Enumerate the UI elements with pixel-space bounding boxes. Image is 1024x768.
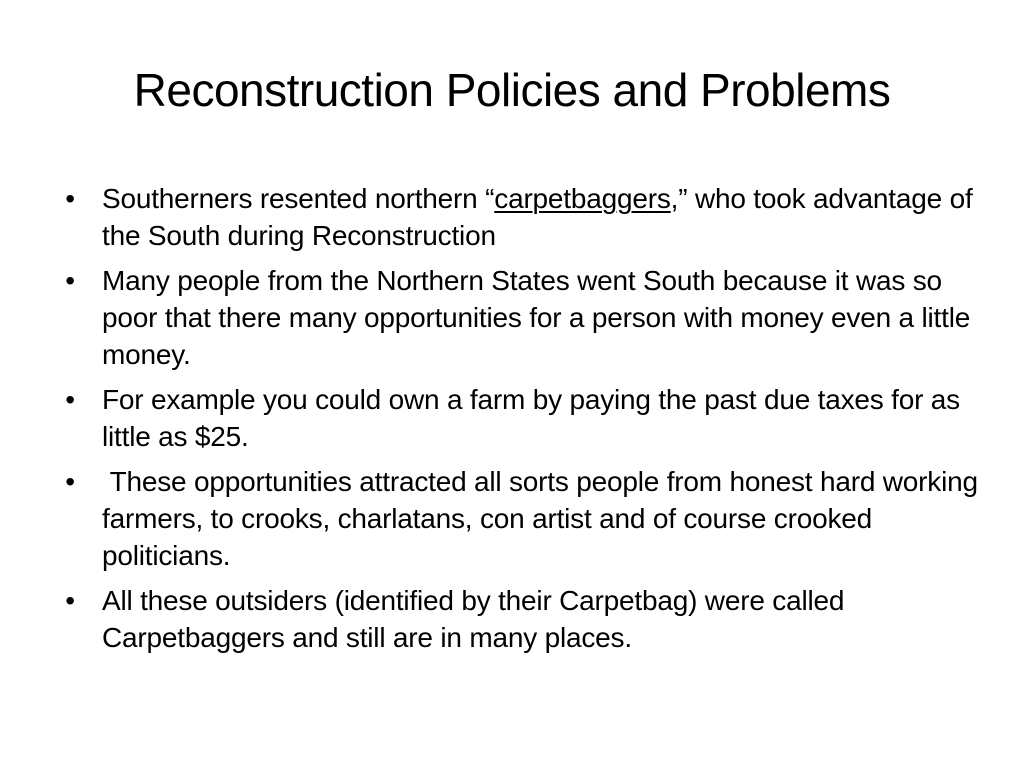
- bullet-item-outsiders-called: [58, 582, 978, 656]
- bullet-text-lead: Southerners resented northern “: [102, 183, 495, 214]
- slide-title: Reconstruction Policies and Problems: [133, 64, 891, 116]
- bullet-text: All these outsiders (identified by their Carpetbag) were called Carpetbaggers and still are in many places.: [102, 585, 845, 653]
- bullet-item-northerners-went-south: [58, 262, 978, 373]
- bullet-item-carpetbaggers-resented: [58, 180, 978, 254]
- bullet-item-farm-example: [58, 381, 978, 455]
- carpetbaggers-term: carpetbaggers: [494, 183, 671, 214]
- bullet-dot-icon: •: [65, 466, 75, 497]
- bullet-dot-icon: •: [65, 384, 75, 415]
- bullet-text-tail: ,” who took advantage of the South during Reconstruction: [102, 183, 973, 251]
- bullet-dot-icon: •: [65, 265, 75, 296]
- bullet-text: Many people from the Northern States went South because it was so poor that there many opportunities for a person with money even a little money.: [102, 265, 971, 370]
- bullet-item-opportunities-attracted: [58, 463, 978, 574]
- bullet-dot-icon: •: [65, 183, 75, 214]
- bullet-text: For example you could own a farm by paying the past due taxes for as little as $25.: [102, 384, 960, 452]
- bullet-list: [58, 180, 978, 664]
- bullet-dot-icon: •: [65, 585, 75, 616]
- bullet-text: These opportunities attracted all sorts people from honest hard working farmers, to crooks, charlatans, con artist and of course crooked politicians.: [102, 466, 978, 571]
